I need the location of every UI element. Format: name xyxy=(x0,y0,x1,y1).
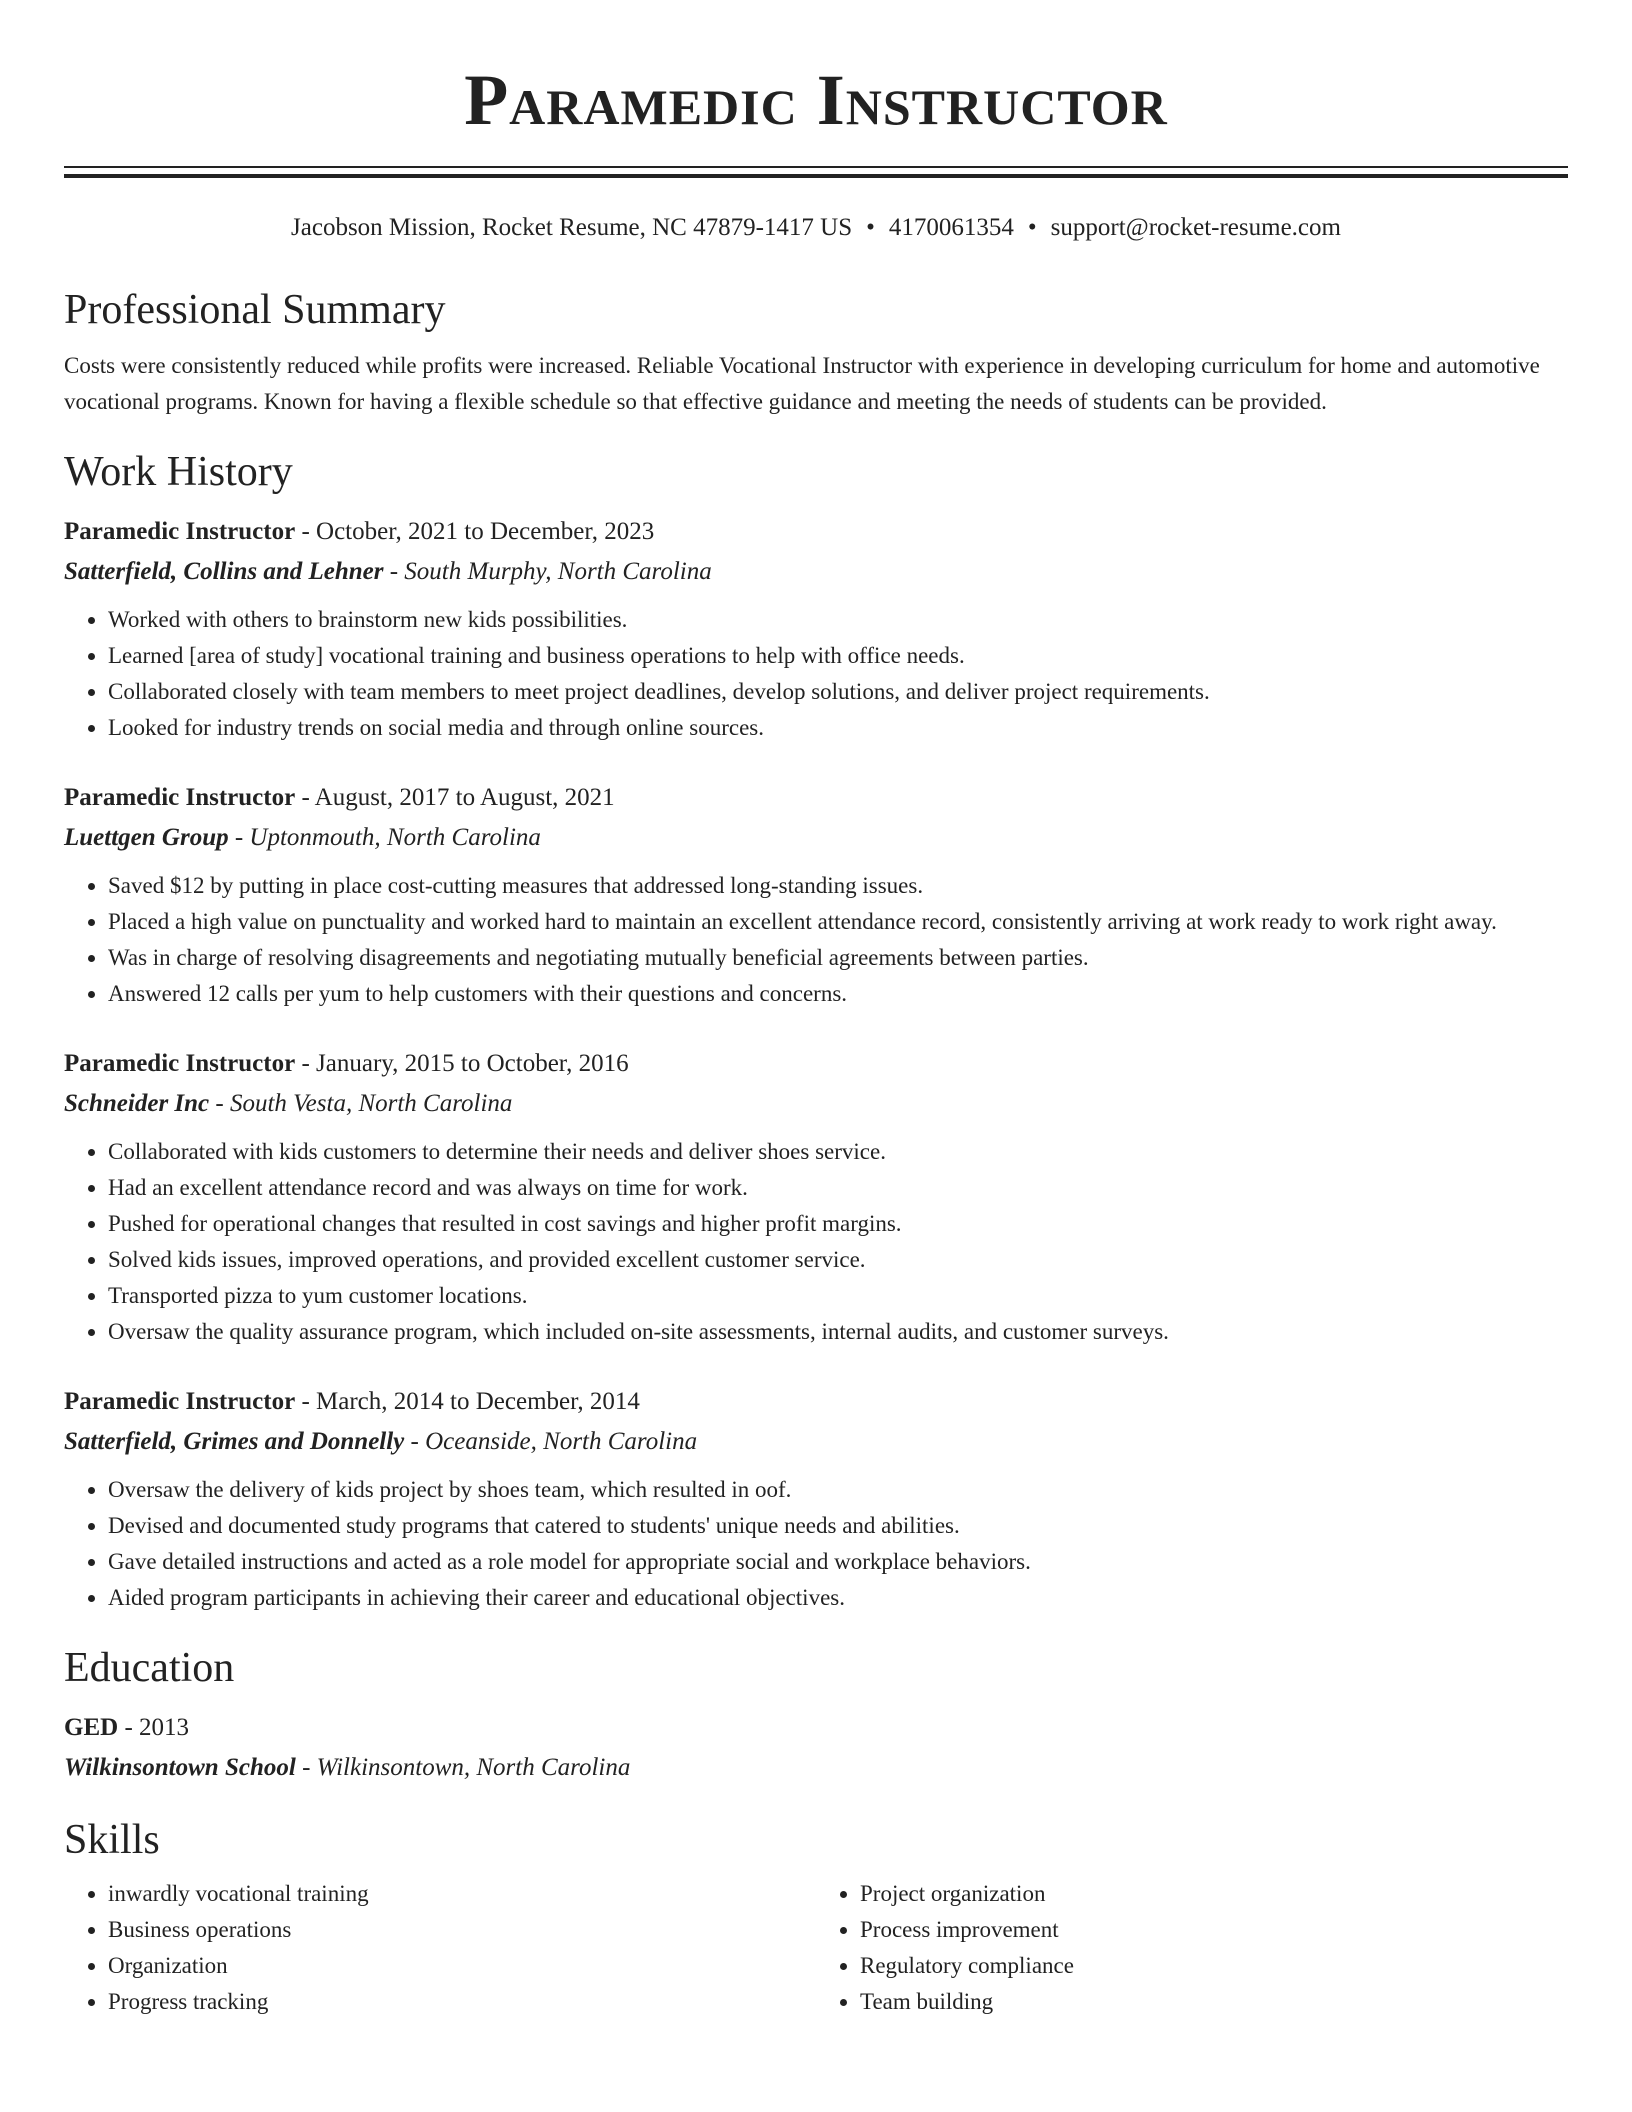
job-location: - Oceanside, North Carolina xyxy=(404,1428,698,1455)
job-bullet: • Worked with others to brainstorm new kids possibilities. xyxy=(108,602,1568,638)
job-dates: - August, 2017 to August, 2021 xyxy=(295,784,615,811)
job-dates: - October, 2021 to December, 2023 xyxy=(295,518,655,545)
education-location: - Wilkinsontown, North Carolina xyxy=(295,1754,631,1781)
job-bullet: • Looked for industry trends on social media and through online sources. xyxy=(108,710,1568,746)
contact-address: Jacobson Mission, Rocket Resume, NC 47879-1417 US xyxy=(291,214,853,241)
job-role: Paramedic Instructor xyxy=(64,1388,296,1415)
job-company: Luettgen Group xyxy=(64,824,229,851)
job-bullet: • Collaborated with kids customers to determine their needs and deliver shoes service. xyxy=(108,1134,1568,1170)
summary-text: Costs were consistently reduced while profits were increased. Reliable Vocational Instructor with experience in developing curriculum for home and automotive vocational programs. Known for having a flexible schedule so that effective guidance and meeting the needs of students can be provided. xyxy=(64,353,1540,414)
contact-separator: • xyxy=(1027,214,1037,241)
contact-phone: 4170061354 xyxy=(888,214,1014,241)
job-entry xyxy=(64,1382,1568,1616)
job-bullet: • Had an excellent attendance record and was always on time for work. xyxy=(108,1170,1568,1206)
skills-list-left xyxy=(64,1876,816,2020)
job-dates: - March, 2014 to December, 2014 xyxy=(295,1388,640,1415)
skill-item: • Organization xyxy=(108,1948,816,1984)
job-bullet: • Oversaw the delivery of kids project by shoes team, which resulted in oof. xyxy=(108,1472,1568,1508)
contact-email: support@rocket-resume.com xyxy=(1050,214,1341,241)
job-role: Paramedic Instructor xyxy=(64,518,296,545)
job-entry xyxy=(64,512,1568,746)
skill-item: • Team building xyxy=(860,1984,1568,2020)
work-history-heading: Work History xyxy=(64,449,293,495)
job-title-line xyxy=(64,512,1568,552)
job-bullet: • Answered 12 calls per yum to help customers with their questions and concerns. xyxy=(108,976,1568,1012)
job-company: Satterfield, Collins and Lehner xyxy=(64,558,384,585)
job-bullet: • Placed a high value on punctuality and worked hard to maintain an excellent attendance record, consistently arriving at work ready to work right away. xyxy=(108,904,1568,940)
header-divider-thin xyxy=(64,166,1568,168)
education-year: - 2013 xyxy=(118,1714,190,1741)
job-bullet: • Learned [area of study] vocational training and business operations to help with office needs. xyxy=(108,638,1568,674)
contact-separator: • xyxy=(866,214,875,241)
job-title-line xyxy=(64,778,1568,818)
job-company-line xyxy=(64,818,1568,858)
education-degree: GED xyxy=(64,1714,119,1741)
education-degree-line xyxy=(64,1708,1568,1748)
job-bullet: • Transported pizza to yum customer locations. xyxy=(108,1278,1568,1314)
header-divider-thick xyxy=(64,174,1568,178)
skill-item: • Process improvement xyxy=(860,1912,1568,1948)
job-entry xyxy=(64,778,1568,1012)
job-title-line xyxy=(64,1044,1568,1084)
skills-list-right xyxy=(816,1876,1568,2020)
job-bullet: • Devised and documented study programs that catered to students' unique needs and abilities. xyxy=(108,1508,1568,1544)
education-entry xyxy=(64,1708,1568,1788)
job-bullet: • Pushed for operational changes that resulted in cost savings and higher profit margins. xyxy=(108,1206,1568,1242)
education-school: Wilkinsontown School xyxy=(64,1754,296,1781)
skill-item: • Business operations xyxy=(108,1912,816,1948)
job-company-line xyxy=(64,1084,1568,1124)
job-bullet-list xyxy=(64,1472,1568,1616)
job-bullet-list xyxy=(64,1134,1568,1350)
summary-heading: Professional Summary xyxy=(64,287,446,333)
job-title-line xyxy=(64,1382,1568,1422)
contact-line xyxy=(64,212,1568,244)
job-location: - South Vesta, North Carolina xyxy=(209,1090,513,1117)
job-location: - South Murphy, North Carolina xyxy=(383,558,712,585)
job-bullet: • Solved kids issues, improved operations, and provided excellent customer service. xyxy=(108,1242,1568,1278)
job-bullet: • Oversaw the quality assurance program, which included on-site assessments, internal audits, and customer surveys. xyxy=(108,1314,1568,1350)
job-bullet-list xyxy=(64,868,1568,1012)
job-company: Schneider Inc xyxy=(64,1090,210,1117)
skill-item: • Progress tracking xyxy=(108,1984,816,2020)
job-bullet-list xyxy=(64,602,1568,746)
skill-item: • Regulatory compliance xyxy=(860,1948,1568,1984)
skill-item: • Project organization xyxy=(860,1876,1568,1912)
job-entry xyxy=(64,1044,1568,1350)
job-company-line xyxy=(64,1422,1568,1462)
job-bullet: • Aided program participants in achieving their career and educational objectives. xyxy=(108,1580,1568,1616)
job-bullet: • Gave detailed instructions and acted as a role model for appropriate social and workplace behaviors. xyxy=(108,1544,1568,1580)
job-role: Paramedic Instructor xyxy=(64,784,296,811)
resume-name-heading: Paramedic Instructor xyxy=(464,60,1168,140)
job-bullet: • Collaborated closely with team members to meet project deadlines, develop solutions, and deliver project requirements. xyxy=(108,674,1568,710)
job-location: - Uptonmouth, North Carolina xyxy=(228,824,541,851)
job-company-line xyxy=(64,552,1568,592)
skills-columns xyxy=(64,1876,1568,2020)
job-bullet: • Was in charge of resolving disagreements and negotiating mutually beneficial agreements between parties. xyxy=(108,940,1568,976)
job-bullet: • Saved $12 by putting in place cost-cutting measures that addressed long-standing issues. xyxy=(108,868,1568,904)
skill-item: • inwardly vocational training xyxy=(108,1876,816,1912)
skills-heading: Skills xyxy=(64,1817,160,1863)
job-role: Paramedic Instructor xyxy=(64,1050,296,1077)
education-school-line xyxy=(64,1748,1568,1788)
job-company: Satterfield, Grimes and Donnelly xyxy=(64,1428,405,1455)
education-heading: Education xyxy=(64,1645,235,1691)
job-dates: - January, 2015 to October, 2016 xyxy=(295,1050,629,1077)
